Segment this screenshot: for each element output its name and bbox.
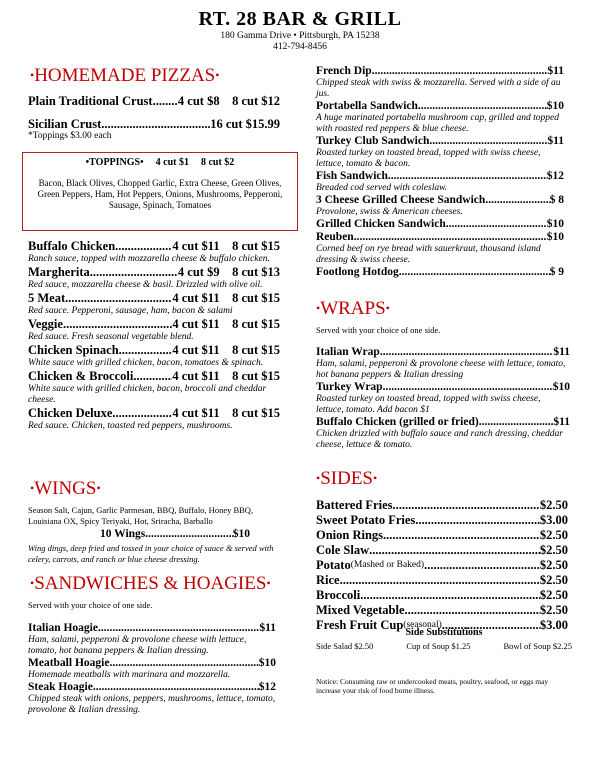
item-price: $10 <box>258 657 276 669</box>
item-name: Turkey Club Sandwich <box>316 135 430 147</box>
item-price: $12 <box>258 681 276 693</box>
item-price: 4 cut $11 8 cut $15 <box>172 369 280 383</box>
pizza-item <box>28 317 280 332</box>
item-name: Reuben <box>316 231 354 243</box>
wing-flavors: Season Salt, Cajun, Garlic Parmesan, BBQ, Buffalo, Honey BBQ, Louisiana OX, Spicy Teriyaki, Hot, Sriracha, Barballo <box>28 505 254 526</box>
item-name: Steak Hoagie <box>28 681 93 693</box>
item-name: Fresh Fruit Cup <box>316 618 404 632</box>
side-item <box>316 543 568 558</box>
item-price: $3.00 <box>539 618 568 632</box>
item-price: $2.50 <box>539 543 568 557</box>
item-price: 4 cut $11 8 cut $15 <box>172 343 280 357</box>
sandwich-item <box>316 170 564 183</box>
side-item <box>316 603 568 618</box>
sandwich-item <box>316 135 564 148</box>
side-item <box>316 588 568 603</box>
item-price: $ 9 <box>549 266 564 278</box>
item-name: Onion Rings <box>316 528 384 542</box>
toppings-title: •TOPPINGS• <box>85 157 144 168</box>
sandwich-item <box>316 194 564 207</box>
sandwich-item <box>28 681 276 694</box>
side-item <box>316 528 568 543</box>
item-price: 4 cut $11 8 cut $15 <box>172 406 280 420</box>
sub-cup-soup: Cup of Soup $1.25 <box>406 641 471 651</box>
item-name: Margherita <box>28 265 90 279</box>
item-description: Chipped steak with onions, peppers, mushrooms, lettuce, tomato, provolone & Italian dressing. <box>28 694 276 715</box>
item-description: Roasted turkey on toasted bread, topped with swiss cheese, lettuce, tomato & bacon. <box>316 148 541 169</box>
sandwich-item <box>316 100 564 113</box>
item-name: Fish Sandwich <box>316 170 388 182</box>
wings-description: Wing dings, deep fried and tossed in your choice of sauce & served with celery, carrots, and ranch or blue cheese dressing. <box>28 543 274 564</box>
item-description: Red sauce. Fresh seasonal vegetable blend. <box>28 332 194 342</box>
sandwiches-right-list <box>316 65 564 279</box>
item-price: 4 cut $11 8 cut $15 <box>172 317 280 331</box>
food-safety-notice: Notice: Consuming raw or undercooked meats, poultry, seafood, or eggs may increase your risk of food borne illness. <box>316 677 549 695</box>
item-price: $11 <box>547 65 564 77</box>
item-description: Red sauce, mozzarella cheese & basil. Drizzled with olive oil. <box>28 280 263 290</box>
wraps-note: Served with your choice of one side. <box>316 325 441 335</box>
item-extra: (Mashed or Baked) <box>350 560 425 570</box>
toppings-box <box>22 152 298 231</box>
menu-header <box>0 8 600 53</box>
pizzas-heading: •HOMEMADE PIZZAS• <box>30 65 220 86</box>
item-name: Italian Wrap <box>316 346 380 358</box>
toppings-list: Bacon, Black Olives, Chopped Garlic, Extra Cheese, Green Olives, Green Peppers, Ham, Hot Peppers, Onions, Mushrooms, Pepperoni, Sausage, Spinach, Tomatoes <box>37 178 283 210</box>
restaurant-phone: 412-794-8456 <box>273 42 327 52</box>
side-item <box>316 498 568 513</box>
item-description: Red sauce. Pepperoni, sausage, ham, bacon & salami <box>28 306 233 316</box>
sub-side-salad: Side Salad $2.50 <box>316 641 374 651</box>
plain-crust-item: Plain Traditional Crust ..... 4 cut $8 8 cut $12 <box>28 94 280 109</box>
toppings-price-4cut: 4 cut $1 <box>155 157 189 168</box>
item-name: Meatball Hoagie <box>28 657 110 669</box>
item-name: Buffalo Chicken (grilled or fried) <box>316 416 479 428</box>
specialty-pizzas-list <box>28 239 280 432</box>
wrap-item <box>316 346 570 359</box>
wings-heading: •WINGS• <box>30 478 101 499</box>
item-name: Veggie <box>28 317 63 331</box>
side-item <box>316 513 568 528</box>
item-price: 4 cut $11 8 cut $15 <box>172 239 280 253</box>
item-price: $12 <box>546 170 564 182</box>
item-name: Grilled Chicken Sandwich <box>316 218 446 230</box>
item-name: Cole Slaw <box>316 543 370 557</box>
item-description: Chipped steak with swiss & mozzarella. Served with a side of au jus. <box>316 78 561 99</box>
item-price: $2.50 <box>539 573 568 587</box>
item-description: A huge marinated portabella mushroom cap, grilled and topped with roasted red peppers & blue cheese. <box>316 113 560 134</box>
item-price: $2.50 <box>539 603 568 617</box>
item-price: $10 <box>546 231 564 243</box>
item-description: Red sauce. Chicken, toasted red peppers, mushrooms. <box>28 421 233 431</box>
sandwich-item <box>28 657 276 670</box>
item-price: $11 <box>259 622 276 634</box>
sides-heading: •SIDES• <box>316 468 378 489</box>
side-item <box>316 558 568 573</box>
pizza-item <box>28 265 280 280</box>
item-name: Chicken & Broccoli <box>28 369 134 383</box>
item-name: Potato <box>316 558 351 572</box>
wrap-item <box>316 381 570 394</box>
pizza-item <box>28 369 280 384</box>
item-price: $3.00 <box>539 513 568 527</box>
item-description: Chicken drizzled with buffalo sauce and ranch dressing, cheddar cheese, lettuce & tomato. <box>316 429 563 450</box>
item-price: $10 <box>546 218 564 230</box>
item-description: Ham, salami, pepperoni & provolone cheese with lettuce, tomato, hot banana peppers & Italian dressing <box>316 359 566 380</box>
item-description: White sauce with grilled chicken, bacon, broccoli and cheddar cheese. <box>28 384 267 405</box>
item-description: Breaded cod served with coleslaw. <box>316 183 448 193</box>
toppings-note: *Toppings $3.00 each <box>28 131 112 141</box>
item-price: $11 <box>553 416 570 428</box>
restaurant-name: RT. 28 BAR & GRILL <box>198 8 402 30</box>
wraps-heading: •WRAPS• <box>316 298 390 319</box>
item-price: $2.50 <box>539 498 568 512</box>
item-extra: (seasonal) <box>403 620 442 630</box>
item-name: Italian Hoagie <box>28 622 98 634</box>
side-item <box>316 573 568 588</box>
item-name: Footlong Hotdog <box>316 266 399 278</box>
restaurant-address: 180 Gamma Drive • Pittsburgh, PA 15238 <box>220 31 380 41</box>
pizza-item <box>28 291 280 306</box>
item-price: $2.50 <box>539 558 568 572</box>
toppings-price-8cut: 8 cut $2 <box>200 157 235 168</box>
item-price: $10 <box>552 381 570 393</box>
sandwich-item <box>316 65 564 78</box>
item-price: $11 <box>553 346 570 358</box>
item-price: $10 <box>546 100 564 112</box>
item-price: $ 8 <box>549 194 564 206</box>
item-name: 5 Meat <box>28 291 66 305</box>
sub-bowl-soup: Bowl of Soup $2.25 <box>503 641 572 651</box>
item-name: Mixed Vegetable <box>316 603 405 617</box>
item-name: French Dip <box>316 65 372 77</box>
pizza-item <box>28 239 280 254</box>
sandwich-item <box>316 266 564 279</box>
item-description: Corned beef on rye bread with sauerkraut, thousand island dressing & swiss cheese. <box>316 244 541 265</box>
sicilian-crust-item: Sicilian Crust ..... 16 cut $15.99 <box>28 117 280 132</box>
item-description: Homemade meatballs with marinara and mozzarella. <box>28 670 231 680</box>
item-price: 4 cut $11 8 cut $15 <box>172 291 280 305</box>
item-name: 3 Cheese Grilled Cheese Sandwich <box>316 194 486 206</box>
sides-list <box>316 498 568 633</box>
pizza-item <box>28 406 280 421</box>
item-name: Chicken Spinach <box>28 343 119 357</box>
item-description: Provolone, swiss & American cheeses. <box>316 207 463 217</box>
item-description: Roasted turkey on toasted bread, topped with swiss cheese, lettuce, tomato. Add bacon $1 <box>316 394 541 415</box>
item-price: $2.50 <box>539 588 568 602</box>
item-name: Turkey Wrap <box>316 381 383 393</box>
sandwich-item <box>316 218 564 231</box>
item-description: White sauce with grilled chicken, bacon, tomatoes & spinach. <box>28 358 264 368</box>
wraps-list <box>316 346 570 451</box>
sandwich-item <box>28 622 276 635</box>
wrap-item <box>316 416 570 429</box>
item-name: Portabella Sandwich <box>316 100 418 112</box>
item-description: Ranch sauce, topped with mozzarella cheese & buffalo chicken. <box>28 254 270 264</box>
sandwiches-left-list <box>28 622 276 716</box>
item-name: Chicken Deluxe <box>28 406 113 420</box>
item-price: $11 <box>547 135 564 147</box>
item-name: Sweet Potato Fries <box>316 513 416 527</box>
item-name: Rice <box>316 573 340 587</box>
sandwich-item <box>316 231 564 244</box>
item-price: 4 cut $9 8 cut $13 <box>177 265 280 279</box>
sandwiches-note: Served with your choice of one side. <box>28 600 153 610</box>
item-price: $2.50 <box>539 528 568 542</box>
item-name: Battered Fries <box>316 498 393 512</box>
pizza-item <box>28 343 280 358</box>
substitutions-row <box>316 641 572 651</box>
substitutions-title: Side Substitutions <box>405 627 483 638</box>
wings-item: 10 Wings ..... $10 <box>100 528 250 541</box>
sandwiches-heading: •SANDWICHES & HOAGIES• <box>30 573 271 594</box>
item-description: Ham, salami, pepperoni & provolone cheese with lettuce, tomato, hot banana peppers & Italian dressing. <box>28 635 247 656</box>
item-name: Broccoli <box>316 588 361 602</box>
item-name: Buffalo Chicken <box>28 239 116 253</box>
